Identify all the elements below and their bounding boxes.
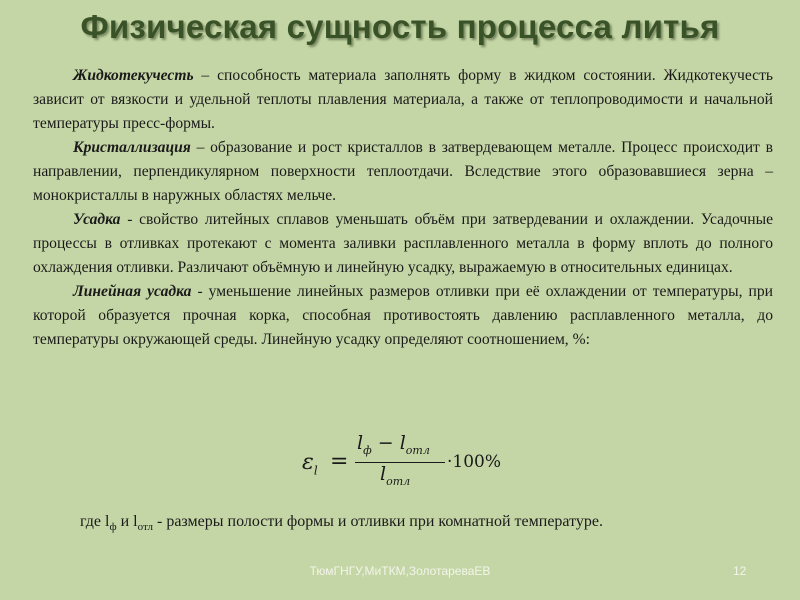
shrinkage-formula <box>300 430 540 492</box>
term-linear-shrinkage: Линейная усадка <box>73 283 192 300</box>
slide-body <box>33 64 773 352</box>
paragraph-crystallization-text: – образование и рост кристаллов в затвердевающем металле. Процесс происходит в направлении, перпендикулярном поверхности теплоотдачи. Вследствие этого образовавшиеся зерна – монокристаллы в наружных областях мельче. <box>33 139 773 204</box>
slide-title: Физическая сущность процесса литья <box>80 8 720 45</box>
term-fluidity: Жидкотекучесть <box>73 67 194 84</box>
formula-multiplier: ·100% <box>447 452 502 472</box>
formula-lhs: $\varepsilon_l$ <box>302 450 318 478</box>
paragraph-fluidity <box>33 64 773 136</box>
term-shrinkage: Усадка <box>73 211 121 228</box>
formula-denominator: $l_{отл}$ <box>380 463 411 488</box>
formula-equals: = <box>330 449 349 474</box>
slide-footer: ТюмГНГУ,МиТКМ,ЗолотареваЕВ <box>309 564 491 578</box>
paragraph-fluidity-text: – способность материала заполнять форму в жидком состоянии. Жидкотекучесть зависит от вязкости и удельной теплоты плавления материала, а также от теплопроводимости и начальной температуры пресс-формы. <box>33 67 773 132</box>
formula-note: где $l_ф$ и $l_{отл}$ - размеры полости формы и отливки при комнатной температуре. <box>80 513 603 534</box>
paragraph-shrinkage <box>33 208 773 280</box>
term-crystallization: Кристаллизация <box>73 139 191 156</box>
formula-numerator: $l_ф - l_{отл}$ <box>357 432 430 457</box>
paragraph-linear-shrinkage-text: - уменьшение линейных размеров отливки при её охлаждении от температуры, при которой образуется прочная корка, способная противостоять давлению расплавленного металла, до температуры окружающей среды. Линейную усадку определяют соотношением, %: <box>33 283 773 348</box>
paragraph-linear-shrinkage <box>33 280 773 352</box>
paragraph-shrinkage-text: - свойство литейных сплавов уменьшать объём при затвердевании и охлаждении. Усадочные процессы в отливках протекают с момента заливки расплавленного металла в форму вплоть до полного охлаждения отливки. Различают объёмную и линейную усадку, выражаемую в относительных единицах. <box>33 211 773 276</box>
paragraph-crystallization <box>33 136 773 208</box>
page-number: 12 <box>733 564 747 578</box>
